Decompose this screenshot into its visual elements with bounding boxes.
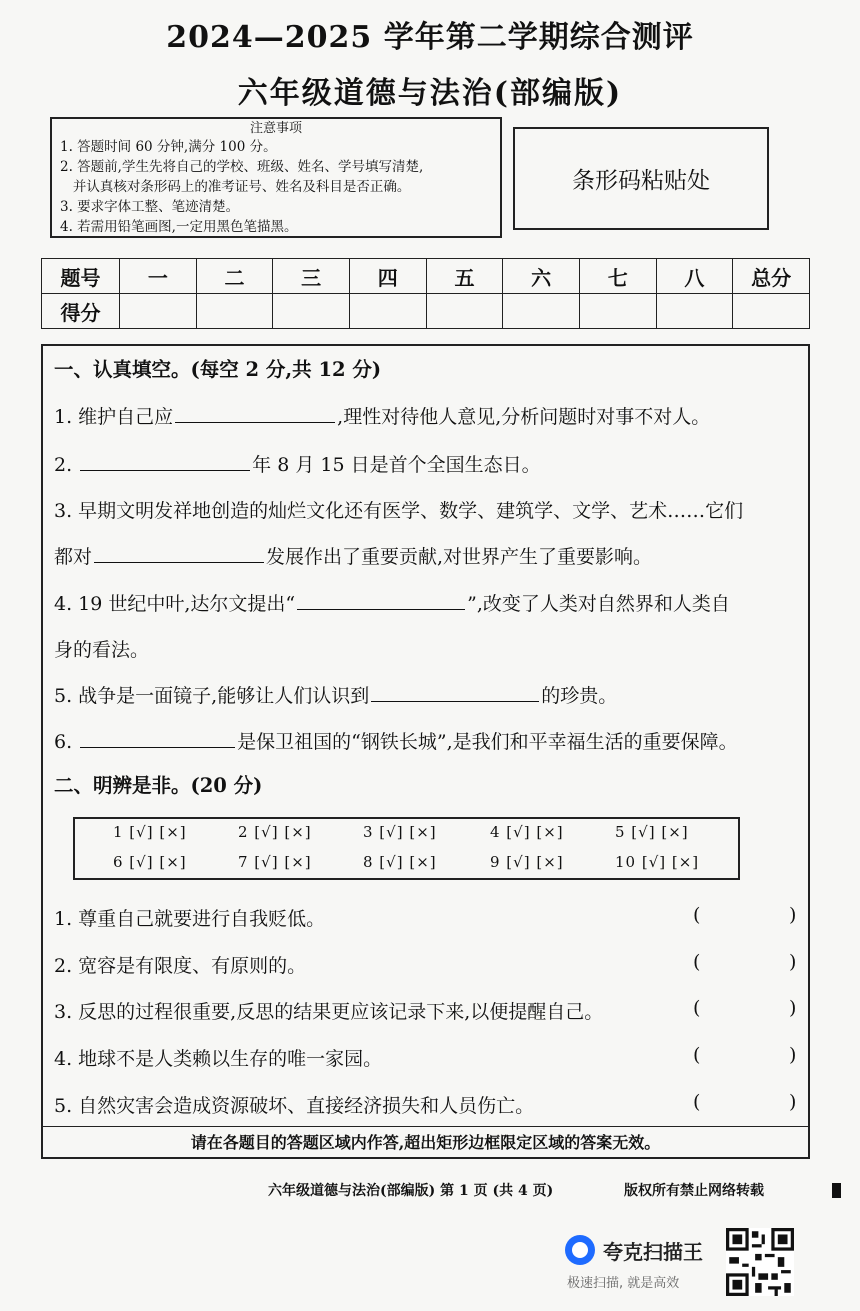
answer-choice[interactable]: 7 [√] [×] [238, 853, 312, 871]
question-text: 2. [54, 454, 79, 476]
notice-title: 注意事项 [249, 121, 302, 136]
barcode-area [513, 127, 769, 230]
answer-paren-open[interactable]: ( [693, 997, 701, 1019]
answer-paren-open[interactable]: ( [693, 1044, 701, 1066]
score-header-cell: 总分 [733, 259, 810, 294]
question-text: 都对 [54, 546, 93, 568]
question-text: 4. 19 世纪中叶,达尔文提出“ [54, 593, 296, 615]
page-number: 六年级道德与法治(部编版) 第 1 页 (共 4 页) [268, 1183, 554, 1199]
answer-choice[interactable]: 2 [√] [×] [238, 823, 312, 841]
fill-question-3-line1: 3. 早期文明发祥地创造的灿烂文化还有医学、数学、建筑学、文学、艺术……它们 [54, 500, 744, 522]
judgement-question-3: 3. 反思的过程很重要,反思的结果更应该记录下来,以便提醒自己。 [54, 1001, 604, 1023]
fill-question-3-line2 [54, 542, 652, 569]
scanner-watermark [565, 1230, 730, 1295]
score-header-cell: 四 [349, 259, 426, 294]
answer-blank[interactable] [94, 544, 264, 563]
score-input-cell[interactable] [349, 294, 426, 329]
answer-paren-close: ) [789, 904, 797, 926]
score-header-cell: 五 [426, 259, 503, 294]
answer-blank[interactable] [175, 404, 335, 423]
score-table-score-row [42, 294, 810, 329]
answer-choice[interactable]: 9 [√] [×] [490, 853, 564, 871]
exam-title: 2024—2025 学年第二学期综合测评 [166, 20, 694, 55]
judgement-question-4: 4. 地球不是人类赖以生存的唯一家园。 [54, 1048, 383, 1070]
notice-item: 并认真核对条形码上的准考证号、姓名及科目是否正确。 [60, 179, 411, 195]
score-header-cell: 二 [196, 259, 273, 294]
notice-item: 3. 要求字体工整、笔迹清楚。 [60, 199, 240, 215]
question-text: ,理性对待他人意见,分析问题时对事不对人。 [337, 406, 711, 428]
question-text: 6. [54, 731, 79, 753]
answer-choice[interactable]: 5 [√] [×] [615, 823, 689, 841]
score-header-cell: 三 [273, 259, 350, 294]
question-text: 的珍贵。 [541, 685, 618, 707]
score-header-cell: 一 [120, 259, 197, 294]
question-text: 1. 维护自己应 [54, 406, 174, 428]
answer-paren-close: ) [789, 1091, 797, 1113]
section1-heading: 一、认真填空。(每空 2 分,共 12 分) [54, 358, 382, 381]
fill-question-1 [54, 402, 710, 429]
answer-blank[interactable] [80, 452, 250, 471]
answer-choice[interactable]: 3 [√] [×] [363, 823, 437, 841]
score-input-cell[interactable] [579, 294, 656, 329]
score-input-cell[interactable] [196, 294, 273, 329]
fill-question-6 [54, 727, 738, 754]
answer-paren-close: ) [789, 997, 797, 1019]
score-table-header-row [42, 259, 810, 294]
scanner-logo-icon [565, 1235, 595, 1265]
exam-subtitle: 六年级道德与法治(部编版) [237, 76, 623, 111]
score-input-cell[interactable] [273, 294, 350, 329]
score-header-cell: 题号 [42, 259, 120, 294]
answer-choice[interactable]: 8 [√] [×] [363, 853, 437, 871]
question-text: 是保卫祖国的“钢铁长城”,是我们和平幸福生活的重要保障。 [237, 731, 738, 753]
notice-item: 1. 答题时间 60 分钟,满分 100 分。 [60, 139, 277, 155]
judgement-question-5: 5. 自然灾害会造成资源破坏、直接经济损失和人员伤亡。 [54, 1095, 535, 1117]
score-input-cell[interactable] [733, 294, 810, 329]
score-input-cell[interactable] [656, 294, 733, 329]
score-header-cell: 六 [503, 259, 580, 294]
copyright-notice: 版权所有禁止网络转载 [624, 1183, 764, 1199]
answer-choice[interactable]: 10 [√] [×] [615, 853, 700, 871]
scanner-app-name: 夸克扫描王 [603, 1240, 703, 1264]
answer-paren-open[interactable]: ( [693, 904, 701, 926]
judgement-question-1: 1. 尊重自己就要进行自我贬低。 [54, 908, 326, 930]
question-text: 年 8 月 15 日是首个全国生态日。 [252, 454, 541, 476]
answer-choice[interactable]: 1 [√] [×] [113, 823, 187, 841]
score-input-cell[interactable] [120, 294, 197, 329]
answer-paren-open[interactable]: ( [693, 1091, 701, 1113]
notice-box [50, 117, 502, 238]
registration-mark [832, 1183, 841, 1198]
answer-choice[interactable]: 6 [√] [×] [113, 853, 187, 871]
score-row-label: 得分 [42, 294, 120, 329]
answer-paren-close: ) [789, 1044, 797, 1066]
score-header-cell: 八 [656, 259, 733, 294]
barcode-label: 条形码粘贴处 [572, 168, 710, 194]
notice-item: 2. 答题前,学生先将自己的学校、班级、姓名、学号填写清楚, [60, 159, 424, 175]
score-header-cell: 七 [579, 259, 656, 294]
qr-code-icon [726, 1228, 794, 1296]
section2-heading: 二、明辨是非。(20 分) [54, 774, 263, 797]
fill-question-4-line2: 身的看法。 [54, 639, 150, 661]
answer-paren-open[interactable]: ( [693, 951, 701, 973]
fill-question-2 [54, 450, 541, 477]
question-text: 发展作出了重要贡献,对世界产生了重要影响。 [266, 546, 653, 568]
answer-choice[interactable]: 4 [√] [×] [490, 823, 564, 841]
notice-item: 4. 若需用铅笔画图,一定用黑色笔描黑。 [60, 219, 298, 235]
answer-paren-close: ) [789, 951, 797, 973]
score-input-cell[interactable] [426, 294, 503, 329]
question-text: ”,改变了人类对自然界和人类自 [467, 593, 730, 615]
answer-blank[interactable] [371, 683, 539, 702]
answer-area-warning: 请在各题目的答题区域内作答,超出矩形边框限定区域的答案无效。 [43, 1126, 808, 1157]
fill-question-5 [54, 681, 617, 708]
question-text: 5. 战争是一面镜子,能够让人们认识到 [54, 685, 370, 707]
answer-blank[interactable] [80, 729, 235, 748]
score-input-cell[interactable] [503, 294, 580, 329]
answer-blank[interactable] [297, 591, 465, 610]
fill-question-4 [54, 589, 730, 616]
score-table [41, 258, 810, 329]
judgement-question-2: 2. 宽容是有限度、有原则的。 [54, 955, 307, 977]
scanner-slogan: 极速扫描, 就是高效 [567, 1276, 680, 1291]
